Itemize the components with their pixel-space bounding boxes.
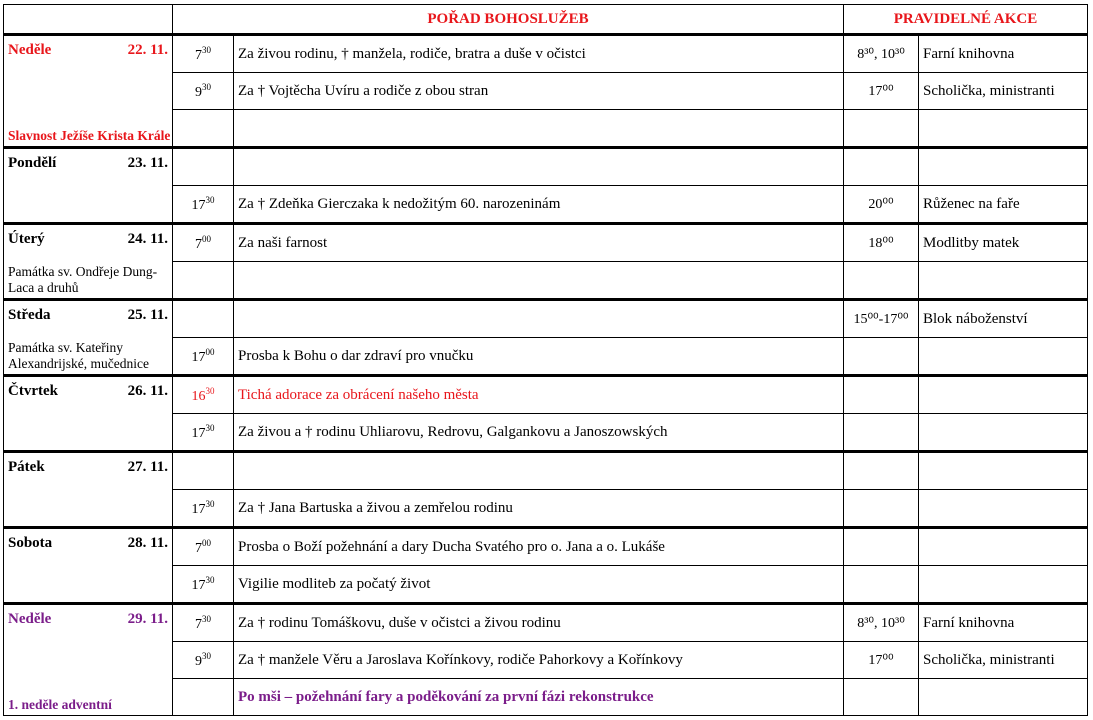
mass-time: $7^{30}$ [173,604,234,642]
day-date: 29. 11. [127,611,168,627]
time-minutes: 30 [205,385,215,396]
event-name [919,414,1088,452]
mass-time: $7^{30}$ [173,35,234,73]
mass-time: $9^{30}$ [173,73,234,110]
day-cell [4,148,173,224]
mass-time [173,679,234,716]
day-cell [4,528,173,604]
event-name [919,110,1088,148]
day-heading [8,459,168,476]
schedule-row [4,452,1088,490]
schedule-row [4,528,1088,566]
day-name: Pondělí [8,155,57,171]
event-name [919,452,1088,490]
day-date: 23. 11. [127,155,168,171]
time-minutes: 30 [205,194,215,205]
event-time [844,528,919,566]
time-minutes: 30 [205,422,215,433]
mass-time: $9^{30}$ [173,642,234,679]
mass-time: $16^{30}$ [173,376,234,414]
mass-intention: Za živou a † rodinu Uhliarovu, Redrovu, Galgankovu a Janoszowských [234,414,844,452]
event-time: 18⁰⁰ [844,224,919,262]
day-date: 22. 11. [127,42,168,58]
schedule-row [4,224,1088,262]
mass-time: $17^{30}$ [173,186,234,224]
mass-time [173,452,234,490]
schedule-row [4,300,1088,338]
day-cell [4,376,173,452]
event-name [919,376,1088,414]
mass-intention: Za † manžele Věru a Jaroslava Kořínkovy, rodiče Pahorkovy a Kořínkovy [234,642,844,679]
event-time [844,148,919,186]
event-time [844,110,919,148]
event-name [919,679,1088,716]
time-minutes: 00 [202,537,211,548]
day-heading [8,231,168,248]
event-time: 15⁰⁰-17⁰⁰ [844,300,919,338]
event-name [919,338,1088,376]
event-name: Scholička, ministranti [919,642,1088,679]
schedule-table [3,4,1088,716]
day-cell [4,35,173,148]
event-time [844,414,919,452]
event-time: 8³⁰, 10³⁰ [844,604,919,642]
header-corner [4,5,173,35]
time-minutes: 00 [205,346,215,357]
mass-intention [234,262,844,300]
mass-intention: Za † Zdeňka Gierczaka k nedožitým 60. narozeninám [234,186,844,224]
day-heading [8,611,168,628]
mass-time: $7^{00}$ [173,224,234,262]
time-minutes: 00 [202,233,211,244]
event-name [919,566,1088,604]
event-time [844,679,919,716]
event-time: 17⁰⁰ [844,642,919,679]
feast-label: 1. neděle adventní [8,697,112,712]
feast-label: Památka sv. Ondřeje Dung-Laca a druhů [8,264,158,295]
day-cell [4,300,173,376]
day-date: 28. 11. [127,535,168,551]
event-name [919,528,1088,566]
day-heading [8,307,168,324]
mass-time: $17^{30}$ [173,566,234,604]
mass-intention: Prosba o Boží požehnání a dary Ducha Svatého pro o. Jana a o. Lukáše [234,528,844,566]
time-minutes: 30 [205,498,215,509]
day-heading [8,155,168,172]
schedule-header: POŘAD BOHOSLUŽEB [173,5,844,35]
event-time: 20⁰⁰ [844,186,919,224]
day-heading [8,383,168,400]
schedule-row [4,376,1088,414]
time-minutes: 30 [202,81,211,92]
feast-label: Památka sv. Kateřiny Alexandrijské, mučednice [8,340,149,371]
event-name: Farní knihovna [919,604,1088,642]
mass-intention: Po mši – požehnání fary a poděkování za první fázi rekonstrukce [234,679,844,716]
event-time [844,566,919,604]
events-header: PRAVIDELNÉ AKCE [844,5,1088,35]
mass-time: $17^{00}$ [173,338,234,376]
event-time [844,376,919,414]
mass-intention [234,148,844,186]
day-name: Neděle [8,611,52,627]
mass-time [173,300,234,338]
event-name [919,490,1088,528]
day-date: 26. 11. [127,383,168,399]
mass-intention: Za † rodinu Tomáškovu, duše v očistci a živou rodinu [234,604,844,642]
mass-intention: Za naši farnost [234,224,844,262]
mass-time: $7^{00}$ [173,528,234,566]
day-name: Úterý [8,231,45,247]
event-time: 17⁰⁰ [844,73,919,110]
event-name [919,148,1088,186]
schedule-row [4,35,1088,73]
event-name: Růženec na faře [919,186,1088,224]
day-name: Čtvrtek [8,383,58,399]
event-time [844,452,919,490]
day-cell [4,224,173,300]
feast-label: Slavnost Ježíše Krista Krále [8,128,171,143]
day-heading [8,535,168,552]
mass-intention: Za † Jana Bartuska a živou a zemřelou rodinu [234,490,844,528]
mass-time: $17^{30}$ [173,414,234,452]
event-name: Blok náboženství [919,300,1088,338]
schedule-row [4,604,1088,642]
day-date: 24. 11. [127,231,168,247]
event-time [844,490,919,528]
event-time [844,338,919,376]
event-time: 8³⁰, 10³⁰ [844,35,919,73]
time-minutes: 30 [205,574,215,585]
day-cell [4,604,173,716]
day-name: Sobota [8,535,53,551]
schedule-row [4,148,1088,186]
mass-time: $17^{30}$ [173,490,234,528]
event-name: Farní knihovna [919,35,1088,73]
mass-time [173,262,234,300]
header-row [4,5,1088,35]
mass-intention: Vigilie modliteb za počatý život [234,566,844,604]
event-name: Modlitby matek [919,224,1088,262]
event-name [919,262,1088,300]
day-name: Středa [8,307,51,323]
mass-intention: Za živou rodinu, † manžela, rodiče, bratra a duše v očistci [234,35,844,73]
day-name: Pátek [8,459,45,475]
day-name: Neděle [8,42,52,58]
mass-intention: Za † Vojtěcha Uvíru a rodiče z obou stran [234,73,844,110]
mass-intention: Tichá adorace za obrácení našeho města [234,376,844,414]
day-cell [4,452,173,528]
time-minutes: 30 [202,650,211,661]
mass-time [173,148,234,186]
time-minutes: 30 [202,613,211,624]
mass-intention [234,110,844,148]
day-date: 27. 11. [127,459,168,475]
day-heading [8,42,168,59]
event-time [844,262,919,300]
mass-time [173,110,234,148]
day-date: 25. 11. [127,307,168,323]
mass-intention: Prosba k Bohu o dar zdraví pro vnučku [234,338,844,376]
mass-intention [234,452,844,490]
event-name: Scholička, ministranti [919,73,1088,110]
mass-intention [234,300,844,338]
time-minutes: 30 [202,44,211,55]
